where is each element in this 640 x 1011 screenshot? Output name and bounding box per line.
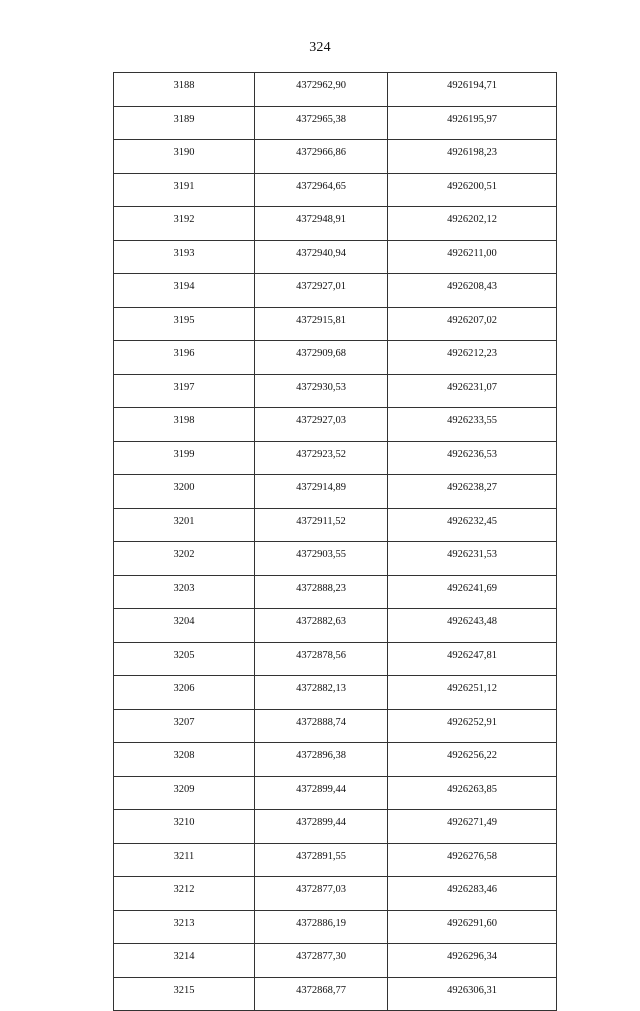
y-coordinate-cell: 4926276,58 <box>388 843 557 877</box>
x-coordinate-cell: 4372911,52 <box>255 508 388 542</box>
y-coordinate-cell: 4926231,53 <box>388 542 557 576</box>
point-number-cell: 3204 <box>114 609 255 643</box>
point-number-cell: 3192 <box>114 207 255 241</box>
table-row <box>114 173 557 207</box>
table-row <box>114 240 557 274</box>
table-row <box>114 743 557 777</box>
x-coordinate-cell: 4372899,44 <box>255 810 388 844</box>
table-row <box>114 207 557 241</box>
y-coordinate-cell: 4926207,02 <box>388 307 557 341</box>
x-coordinate-cell: 4372915,81 <box>255 307 388 341</box>
point-number-cell: 3206 <box>114 676 255 710</box>
coordinates-table-body <box>114 73 557 1011</box>
x-coordinate-cell: 4372940,94 <box>255 240 388 274</box>
point-number-cell: 3188 <box>114 73 255 107</box>
x-coordinate-cell: 4372962,90 <box>255 73 388 107</box>
point-number-cell: 3198 <box>114 408 255 442</box>
y-coordinate-cell: 4926202,12 <box>388 207 557 241</box>
table-row <box>114 542 557 576</box>
table-row <box>114 910 557 944</box>
y-coordinate-cell: 4926291,60 <box>388 910 557 944</box>
x-coordinate-cell: 4372882,63 <box>255 609 388 643</box>
x-coordinate-cell: 4372878,56 <box>255 642 388 676</box>
y-coordinate-cell: 4926251,12 <box>388 676 557 710</box>
y-coordinate-cell: 4926232,45 <box>388 508 557 542</box>
table-row <box>114 408 557 442</box>
table-row <box>114 843 557 877</box>
x-coordinate-cell: 4372914,89 <box>255 475 388 509</box>
table-row <box>114 776 557 810</box>
table-row <box>114 140 557 174</box>
point-number-cell: 3213 <box>114 910 255 944</box>
y-coordinate-cell: 4926198,23 <box>388 140 557 174</box>
x-coordinate-cell: 4372888,23 <box>255 575 388 609</box>
point-number-cell: 3194 <box>114 274 255 308</box>
table-row <box>114 374 557 408</box>
point-number-cell: 3212 <box>114 877 255 911</box>
point-number-cell: 3189 <box>114 106 255 140</box>
y-coordinate-cell: 4926271,49 <box>388 810 557 844</box>
point-number-cell: 3203 <box>114 575 255 609</box>
point-number-cell: 3197 <box>114 374 255 408</box>
table-row <box>114 709 557 743</box>
x-coordinate-cell: 4372927,03 <box>255 408 388 442</box>
y-coordinate-cell: 4926306,31 <box>388 977 557 1011</box>
table-row <box>114 609 557 643</box>
table-row <box>114 810 557 844</box>
x-coordinate-cell: 4372964,65 <box>255 173 388 207</box>
x-coordinate-cell: 4372966,86 <box>255 140 388 174</box>
table-row <box>114 508 557 542</box>
x-coordinate-cell: 4372877,30 <box>255 944 388 978</box>
point-number-cell: 3202 <box>114 542 255 576</box>
x-coordinate-cell: 4372965,38 <box>255 106 388 140</box>
point-number-cell: 3201 <box>114 508 255 542</box>
y-coordinate-cell: 4926208,43 <box>388 274 557 308</box>
x-coordinate-cell: 4372923,52 <box>255 441 388 475</box>
coordinates-table <box>113 72 557 1011</box>
point-number-cell: 3190 <box>114 140 255 174</box>
table-row <box>114 944 557 978</box>
y-coordinate-cell: 4926231,07 <box>388 374 557 408</box>
x-coordinate-cell: 4372882,13 <box>255 676 388 710</box>
y-coordinate-cell: 4926263,85 <box>388 776 557 810</box>
table-row <box>114 106 557 140</box>
table-row <box>114 341 557 375</box>
y-coordinate-cell: 4926200,51 <box>388 173 557 207</box>
point-number-cell: 3209 <box>114 776 255 810</box>
point-number-cell: 3199 <box>114 441 255 475</box>
x-coordinate-cell: 4372930,53 <box>255 374 388 408</box>
table-row <box>114 676 557 710</box>
point-number-cell: 3210 <box>114 810 255 844</box>
x-coordinate-cell: 4372886,19 <box>255 910 388 944</box>
point-number-cell: 3211 <box>114 843 255 877</box>
point-number-cell: 3208 <box>114 743 255 777</box>
y-coordinate-cell: 4926238,27 <box>388 475 557 509</box>
y-coordinate-cell: 4926195,97 <box>388 106 557 140</box>
point-number-cell: 3193 <box>114 240 255 274</box>
x-coordinate-cell: 4372899,44 <box>255 776 388 810</box>
y-coordinate-cell: 4926241,69 <box>388 575 557 609</box>
x-coordinate-cell: 4372888,74 <box>255 709 388 743</box>
page-number: 324 <box>309 40 331 55</box>
y-coordinate-cell: 4926252,91 <box>388 709 557 743</box>
x-coordinate-cell: 4372927,01 <box>255 274 388 308</box>
x-coordinate-cell: 4372891,55 <box>255 843 388 877</box>
y-coordinate-cell: 4926236,53 <box>388 441 557 475</box>
x-coordinate-cell: 4372896,38 <box>255 743 388 777</box>
table-row <box>114 274 557 308</box>
x-coordinate-cell: 4372877,03 <box>255 877 388 911</box>
table-row <box>114 441 557 475</box>
point-number-cell: 3196 <box>114 341 255 375</box>
y-coordinate-cell: 4926296,34 <box>388 944 557 978</box>
x-coordinate-cell: 4372903,55 <box>255 542 388 576</box>
point-number-cell: 3200 <box>114 475 255 509</box>
y-coordinate-cell: 4926212,23 <box>388 341 557 375</box>
table-row <box>114 642 557 676</box>
point-number-cell: 3207 <box>114 709 255 743</box>
y-coordinate-cell: 4926194,71 <box>388 73 557 107</box>
y-coordinate-cell: 4926247,81 <box>388 642 557 676</box>
y-coordinate-cell: 4926243,48 <box>388 609 557 643</box>
point-number-cell: 3205 <box>114 642 255 676</box>
y-coordinate-cell: 4926233,55 <box>388 408 557 442</box>
table-row <box>114 73 557 107</box>
x-coordinate-cell: 4372909,68 <box>255 341 388 375</box>
table-row <box>114 977 557 1011</box>
point-number-cell: 3195 <box>114 307 255 341</box>
y-coordinate-cell: 4926283,46 <box>388 877 557 911</box>
point-number-cell: 3215 <box>114 977 255 1011</box>
point-number-cell: 3191 <box>114 173 255 207</box>
x-coordinate-cell: 4372948,91 <box>255 207 388 241</box>
x-coordinate-cell: 4372868,77 <box>255 977 388 1011</box>
point-number-cell: 3214 <box>114 944 255 978</box>
y-coordinate-cell: 4926256,22 <box>388 743 557 777</box>
y-coordinate-cell: 4926211,00 <box>388 240 557 274</box>
table-row <box>114 307 557 341</box>
table-row <box>114 575 557 609</box>
table-row <box>114 475 557 509</box>
